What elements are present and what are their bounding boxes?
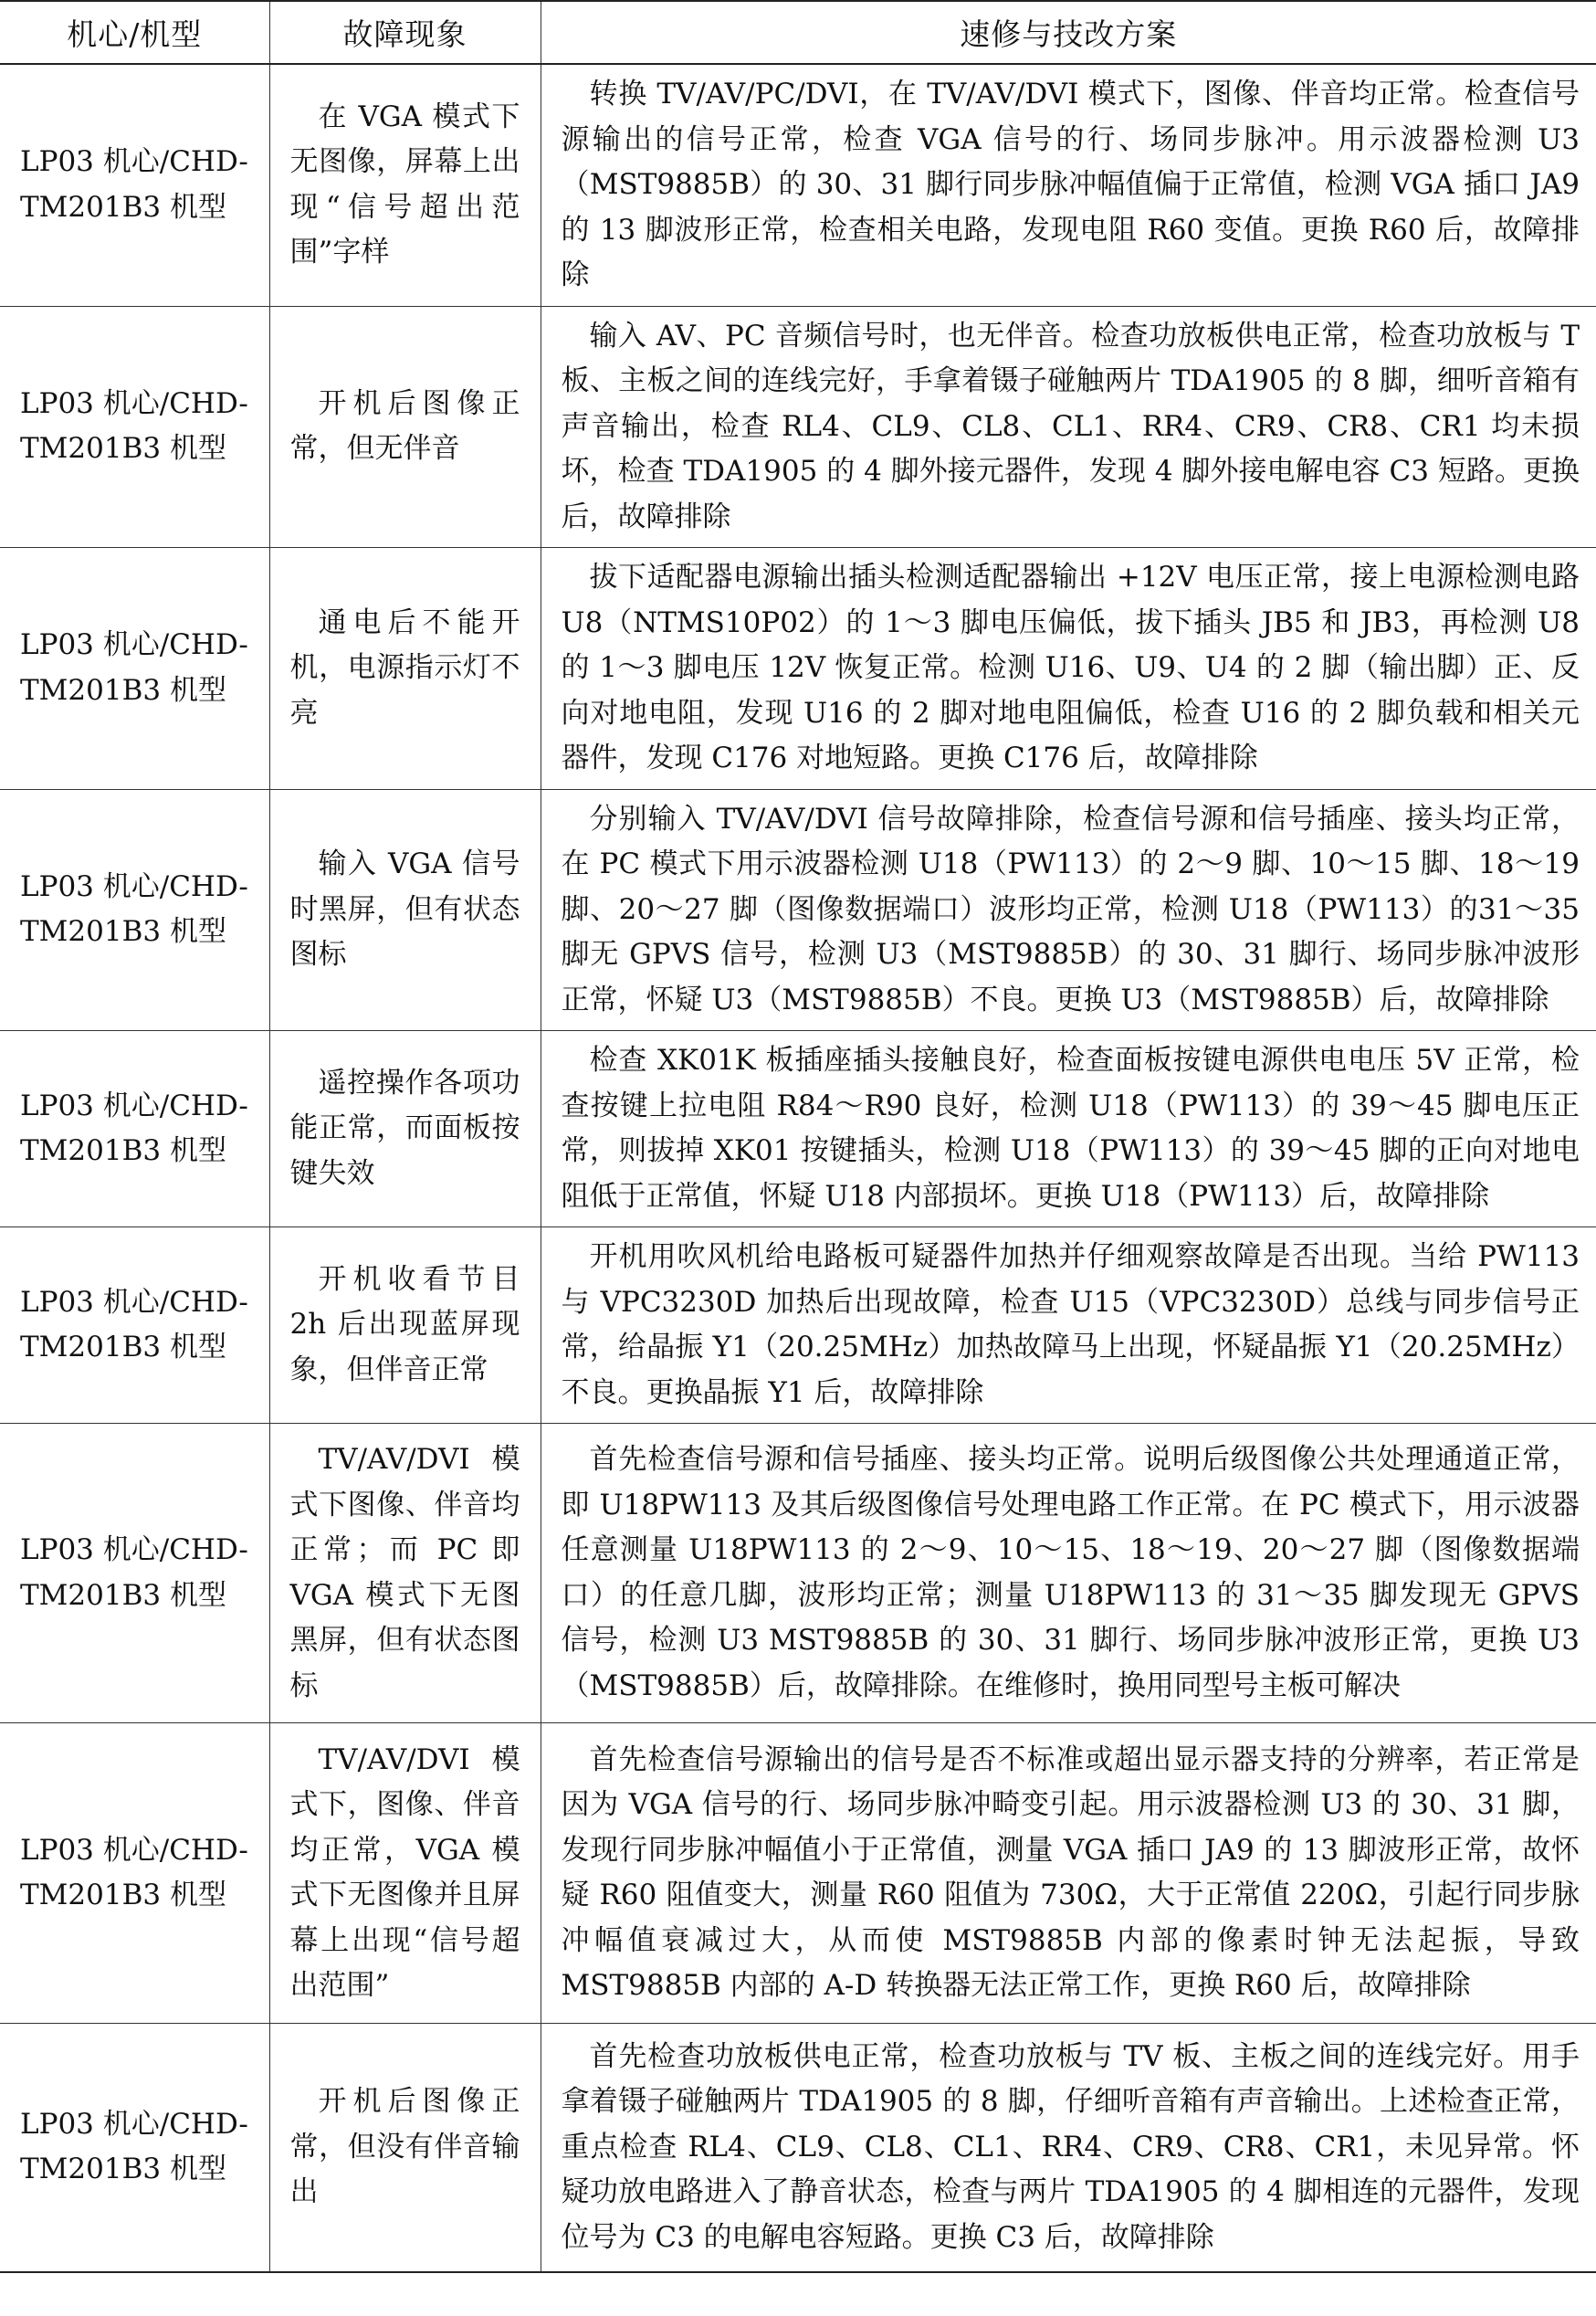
fault-cell: 开机后图像正常，但无伴音 — [269, 306, 541, 548]
model-cell: LP03 机心/CHD-TM201B3 机型 — [0, 1031, 269, 1227]
table-row — [0, 1227, 1596, 1424]
table-row — [0, 548, 1596, 790]
plan-cell: 开机用吹风机给电路板可疑器件加热并仔细观察故障是否出现。当给 PW113 与 VPC3230D 加热后出现故障，检查 U15（VPC3230D）总线与同步信号正常，给晶振 Y1（20.25MHz）加热故障马上出现，怀疑晶振 Y1（20.25MHz）不良。更换晶振 Y1 后，故障排除 — [541, 1227, 1596, 1424]
header-fault: 故障现象 — [269, 1, 541, 64]
header-model: 机心/机型 — [0, 1, 269, 64]
table-row — [0, 1723, 1596, 2024]
table-row — [0, 1031, 1596, 1227]
plan-cell: 检查 XK01K 板插座插头接触良好，检查面板按键电源供电电压 5V 正常，检查按键上拉电阻 R84～R90 良好，检测 U18（PW113）的 39～45 脚电压正常，则拔掉 XK01 按键插头，检测 U18（PW113）的 39～45 脚的正向对地电阻低于正常值，怀疑 U18 内部损坏。更换 U18（PW113）后，故障排除 — [541, 1031, 1596, 1227]
model-cell: LP03 机心/CHD-TM201B3 机型 — [0, 306, 269, 548]
plan-cell: 首先检查信号源和信号插座、接头均正常。说明后级图像公共处理通道正常，即 U18PW113 及其后级图像信号处理电路工作正常。在 PC 模式下，用示波器任意测量 U18PW113 的 2～9、10～15、18～19、20～27 脚（图像数据端口）的任意几脚，波形均正常；测量 U18PW113 的 31～35 脚发现无 GPVS 信号，检测 U3 MST9885B 的 30、31 脚行、场同步脉冲波形正常，更换 U3（MST9885B）后，故障排除。在维修时，换用同型号主板可解决 — [541, 1424, 1596, 1723]
table-row — [0, 2024, 1596, 2272]
fault-cell: 开机收看节目 2h 后出现蓝屏现象，但伴音正常 — [269, 1227, 541, 1424]
header-plan: 速修与技改方案 — [541, 1, 1596, 64]
fault-cell: TV/AV/DVI 模式下图像、伴音均正常；而 PC 即 VGA 模式下无图黑屏，但有状态图标 — [269, 1424, 541, 1723]
model-cell: LP03 机心/CHD-TM201B3 机型 — [0, 1424, 269, 1723]
model-cell: LP03 机心/CHD-TM201B3 机型 — [0, 64, 269, 306]
table-row — [0, 1424, 1596, 1723]
fault-cell: 在 VGA 模式下无图像，屏幕上出现“信号超出范围”字样 — [269, 64, 541, 306]
fault-cell: 通电后不能开机，电源指示灯不亮 — [269, 548, 541, 790]
table-row — [0, 789, 1596, 1031]
fault-cell: 输入 VGA 信号时黑屏，但有状态图标 — [269, 789, 541, 1031]
fault-cell: 遥控操作各项功能正常，而面板按键失效 — [269, 1031, 541, 1227]
model-cell: LP03 机心/CHD-TM201B3 机型 — [0, 2024, 269, 2272]
table-header — [0, 1, 1596, 64]
table-row — [0, 306, 1596, 548]
header-row — [0, 1, 1596, 64]
model-cell: LP03 机心/CHD-TM201B3 机型 — [0, 1227, 269, 1424]
plan-cell: 转换 TV/AV/PC/DVI，在 TV/AV/DVI 模式下，图像、伴音均正常。检查信号源输出的信号正常，检查 VGA 信号的行、场同步脉冲。用示波器检测 U3（MST9885B）的 30、31 脚行同步脉冲幅值偏于正常值，检测 VGA 插口 JA9 的 13 脚波形正常，检查相关电路，发现电阻 R60 变值。更换 R60 后，故障排除 — [541, 64, 1596, 306]
table-body — [0, 64, 1596, 2272]
model-cell: LP03 机心/CHD-TM201B3 机型 — [0, 548, 269, 790]
plan-cell: 首先检查功放板供电正常，检查功放板与 TV 板、主板之间的连线完好。用手拿着镊子碰触两片 TDA1905 的 8 脚，仔细听音箱有声音输出。上述检查正常，重点检查 RL4、CL9、CL8、CL1、RR4、CR9、CR8、CR1，未见异常。怀疑功放电路进入了静音状态，检查与两片 TDA1905 的 4 脚相连的元器件，发现位号为 C3 的电解电容短路。更换 C3 后，故障排除 — [541, 2024, 1596, 2272]
plan-cell: 拔下适配器电源输出插头检测适配器输出 +12V 电压正常，接上电源检测电路 U8（NTMS10P02）的 1～3 脚电压偏低，拔下插头 JB5 和 JB3，再检测 U8 的 1～3 脚电压 12V 恢复正常。检测 U16、U9、U4 的 2 脚（输出脚）正、反向对地电阻，发现 U16 的 2 脚对地电阻偏低，检查 U16 的 2 脚负载和相关元器件，发现 C176 对地短路。更换 C176 后，故障排除 — [541, 548, 1596, 790]
plan-cell: 分别输入 TV/AV/DVI 信号故障排除，检查信号源和信号插座、接头均正常，在 PC 模式下用示波器检测 U18（PW113）的 2～9 脚、10～15 脚、18～19 脚、20～27 脚（图像数据端口）波形均正常，检测 U18（PW113）的31～35脚无 GPVS 信号，检测 U3（MST9885B）的 30、31 脚行、场同步脉冲波形正常，怀疑 U3（MST9885B）不良。更换 U3（MST9885B）后，故障排除 — [541, 789, 1596, 1031]
plan-cell: 首先检查信号源输出的信号是否不标准或超出显示器支持的分辨率，若正常是因为 VGA 信号的行、场同步脉冲畸变引起。用示波器检测 U3 的 30、31 脚，发现行同步脉冲幅值小于正常值，测量 VGA 插口 JA9 的 13 脚波形正常，故怀疑 R60 阻值变大，测量 R60 阻值为 730Ω，大于正常值 220Ω，引起行同步脉冲幅值衰减过大，从而使 MST9885B 内部的像素时钟无法起振，导致 MST9885B 内部的 A-D 转换器无法正常工作，更换 R60 后，故障排除 — [541, 1723, 1596, 2024]
model-cell: LP03 机心/CHD-TM201B3 机型 — [0, 1723, 269, 2024]
table-row — [0, 64, 1596, 306]
fault-cell: 开机后图像正常，但没有伴音输出 — [269, 2024, 541, 2272]
model-cell: LP03 机心/CHD-TM201B3 机型 — [0, 789, 269, 1031]
plan-cell: 输入 AV、PC 音频信号时，也无伴音。检查功放板供电正常，检查功放板与 T 板、主板之间的连线完好，手拿着镊子碰触两片 TDA1905 的 8 脚，细听音箱有声音输出，检查 RL4、CL9、CL8、CL1、RR4、CR9、CR8、CR1 均未损坏，检查 TDA1905 的 4 脚外接元器件，发现 4 脚外接电解电容 C3 短路。更换后，故障排除 — [541, 306, 1596, 548]
fault-cell: TV/AV/DVI 模式下，图像、伴音均正常，VGA 模式下无图像并且屏幕上出现“信号超出范围” — [269, 1723, 541, 2024]
